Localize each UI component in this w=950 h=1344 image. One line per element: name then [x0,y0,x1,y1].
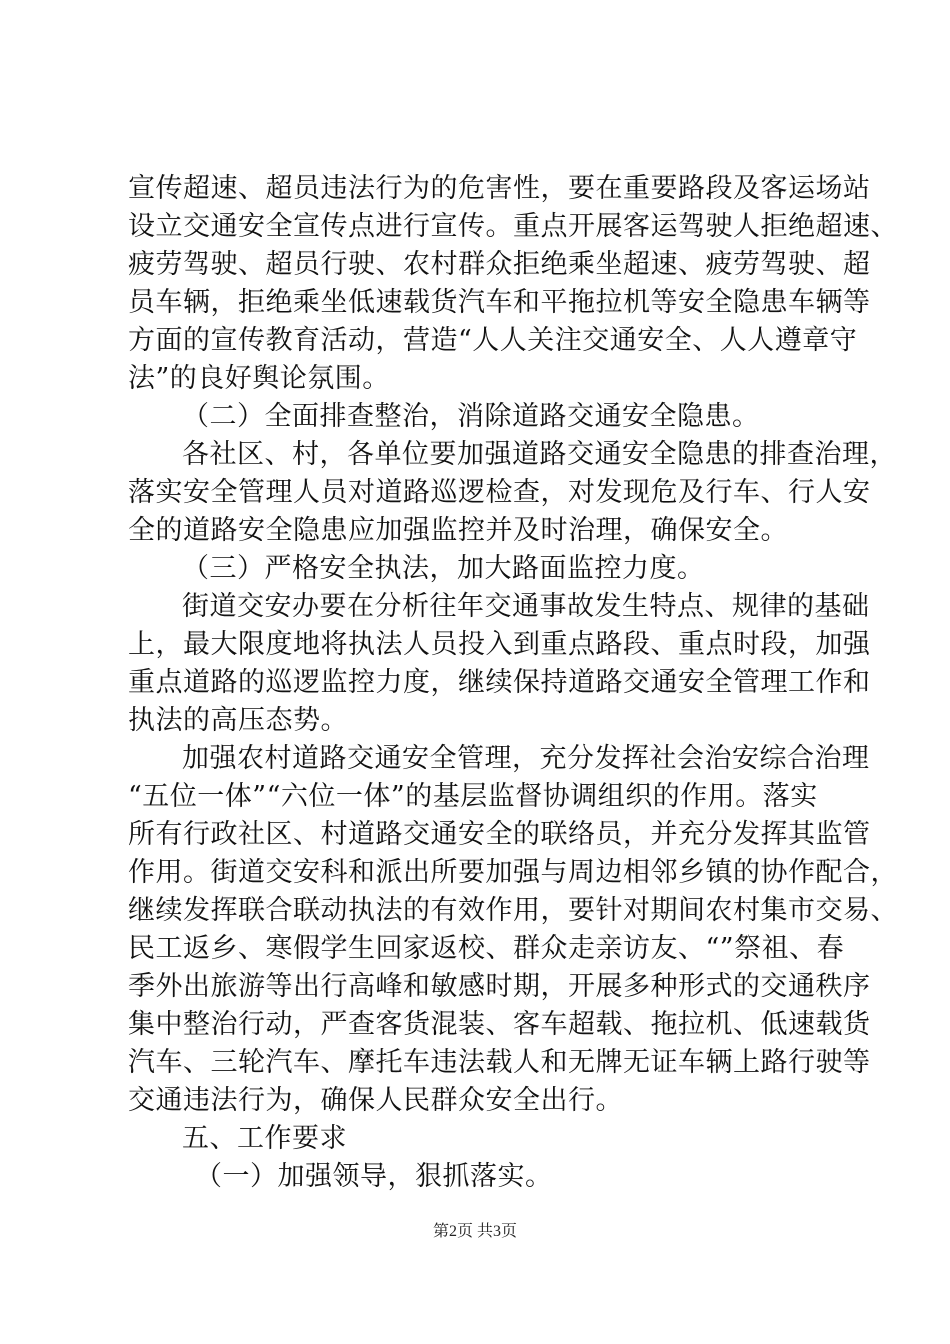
text-line: 加强农村道路交通安全管理，充分发挥社会治安综合治理 [182,743,870,774]
text-line: 民工返乡、寒假学生回家返校、群众走亲访友、“”祭祖、春 [128,933,845,964]
text-line: 重点道路的巡逻监控力度，继续保持道路交通安全管理工作和 [128,667,871,698]
section-heading: （一）加强领导，狠抓落实。 [195,1161,553,1192]
text-line: 执法的高压态势。 [128,705,348,736]
section-heading: （三）严格安全执法，加大路面监控力度。 [182,553,705,584]
text-line: 交通违法行为，确保人民群众安全出行。 [128,1085,623,1116]
text-line: 疲劳驾驶、超员行驶、农村群众拒绝乘坐超速、疲劳驾驶、超 [128,249,871,280]
text-line: 员车辆，拒绝乘坐低速载货汽车和平拖拉机等安全隐患车辆等 [128,287,871,318]
section-heading: 五、工作要求 [182,1123,347,1154]
page-number: 第2页 共3页 [432,1223,517,1240]
text-line: 集中整治行动，严查客货混装、客车超载、拖拉机、低速载货 [128,1009,871,1040]
text-line: 继续发挥联合联动执法的有效作用，要针对期间农村集市交易、 [128,895,898,926]
text-line: 设立交通安全宣传点进行宣传。重点开展客运驾驶人拒绝超速、 [128,211,898,242]
text-line: “五位一体”“六位一体”的基层监督协调组织的作用。落实 [128,781,818,812]
text-line: 方面的宣传教育活动，营造“人人关注交通安全、人人遵章守 [128,325,858,356]
text-line: 所有行政社区、村道路交通安全的联络员，并充分发挥其监管 [128,819,871,850]
section-heading: （二）全面排查整治，消除道路交通安全隐患。 [182,401,760,432]
text-line: 宣传超速、超员违法行为的危害性，要在重要路段及客运场站 [128,173,871,204]
text-line: 汽车、三轮汽车、摩托车违法载人和无牌无证车辆上路行驶等 [128,1047,871,1078]
text-line: 上，最大限度地将执法人员投入到重点路段、重点时段，加强 [128,629,871,660]
text-line: 街道交安办要在分析往年交通事故发生特点、规律的基础 [182,591,870,622]
text-line: 落实安全管理人员对道路巡逻检查，对发现危及行车、行人安 [128,477,871,508]
text-line: 季外出旅游等出行高峰和敏感时期，开展多种形式的交通秩序 [128,971,871,1002]
text-line: 各社区、村，各单位要加强道路交通安全隐患的排查治理， [182,439,897,470]
text-line: 全的道路安全隐患应加强监控并及时治理，确保安全。 [128,515,788,546]
text-line: 法”的良好舆论氛围。 [128,363,390,394]
text-line: 作用。街道交安科和派出所要加强与周边相邻乡镇的协作配合， [128,857,898,888]
